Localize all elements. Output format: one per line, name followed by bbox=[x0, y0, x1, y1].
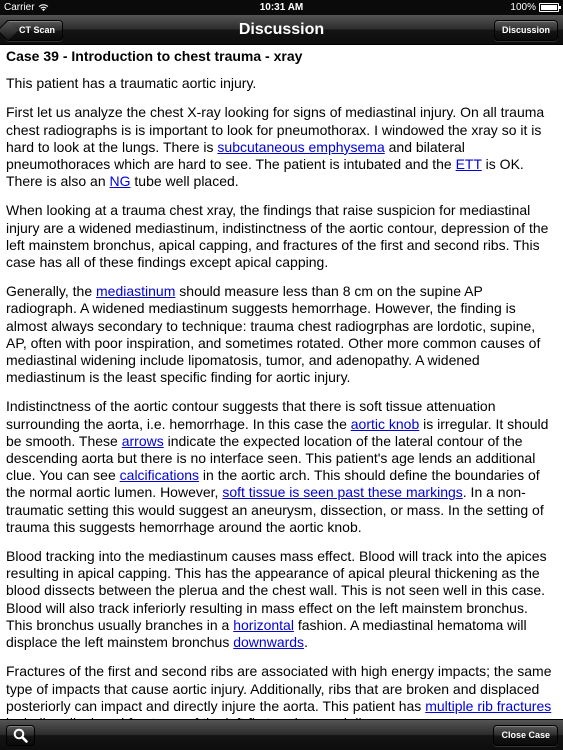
bottom-toolbar bbox=[0, 719, 563, 750]
paragraph-3: When looking at a trauma chest xray, the findings that raise suspicion for mediastinal injury are a widened mediastinum, indistinctness of the aortic contour, depression of the left mainstem bronchus, apical capping, and fractures of the first and second ribs. This case has all of these findings except apical capping. bbox=[6, 202, 549, 271]
text: Blood tracking into the mediastinum causes mass effect. Blood will track into the apices resulting in apical capping. This has the appearance of apical pleural thickening as the blood dissects between the plerua and the chest wall. This is not seen well in this case. Blood will also track inferiorly resulting in mass effect on the left mainstem bronchus. This bronchus usually branches in a bbox=[6, 548, 547, 633]
link-horizontal[interactable]: horizontal bbox=[233, 616, 294, 633]
text: indicate the expected location of the lateral contour of the descending aorta but there is no interface seen. This patient's age lends an additional clue. You can see bbox=[6, 432, 536, 484]
link-arrows[interactable]: arrows bbox=[121, 432, 164, 449]
discussion-button[interactable]: Discussion bbox=[494, 20, 558, 41]
discussion-content[interactable] bbox=[0, 45, 563, 719]
text: is OK. There is also an bbox=[6, 156, 524, 190]
search-button[interactable] bbox=[6, 725, 35, 746]
back-button-label: CT Scan bbox=[19, 25, 56, 35]
paragraph-6 bbox=[6, 548, 557, 651]
paragraph-4 bbox=[6, 283, 557, 386]
wifi-icon bbox=[38, 3, 49, 12]
text: tube well placed. bbox=[130, 173, 239, 190]
link-ng[interactable]: NG bbox=[109, 173, 131, 190]
status-bar bbox=[0, 0, 563, 15]
paragraph-1: This patient has a traumatic aortic injury. bbox=[6, 75, 257, 92]
magnifier-icon bbox=[13, 728, 28, 743]
link-ett[interactable]: ETT bbox=[455, 156, 482, 173]
battery-percent: 100% bbox=[510, 2, 536, 13]
text: Indistinctness of the aortic contour suggests that there is soft tissue attenuation surrounding the aorta, i.e. hemorrhage. In this case the bbox=[6, 398, 496, 432]
text: Generally, the bbox=[6, 283, 97, 300]
link-subcutaneous-emphysema[interactable]: subcutaneous emphysema bbox=[217, 138, 385, 155]
link-soft-tissue[interactable]: soft tissue is seen past these markings bbox=[222, 484, 463, 501]
battery-fill bbox=[541, 5, 557, 10]
text: First let us analyze the chest X-ray looking for signs of mediastinal injury. On all trauma chest radiographs is is important to look for pneumothorax. I windowed the xray so it is hard to look at the lungs. There is bbox=[6, 104, 545, 155]
paragraph-2 bbox=[6, 104, 557, 190]
case-title: Case 39 - Introduction to chest trauma - xray bbox=[6, 48, 303, 64]
link-multiple-rib-fractures[interactable]: multiple rib fractures bbox=[425, 697, 552, 714]
status-time: 10:31 AM bbox=[259, 2, 304, 13]
battery-icon bbox=[539, 3, 559, 12]
close-case-button[interactable]: Close Case bbox=[493, 725, 558, 746]
paragraph-5 bbox=[6, 398, 557, 536]
text: should measure less than 8 cm on the supine AP radiograph. A widened mediastinum suggests hemorrhage. However, the finding is almost always secondary to technique: trauma chest radiogrphas are lordotic, supine, AP, often with poor inspiration, and sometimes rotated. Other more common causes of mediastinal widening include lipomatosis, tumor, and adenopathy. A widened mediastinum is the least specific finding for aortic injury. bbox=[6, 283, 541, 386]
text: Fractures of the first and second ribs are associated with high energy impacts; the same type of impacts that cause aortic injury. Additionally, ribs that are broken and displaced posteriorly can impact and directly injure the aorta. This patient has bbox=[6, 663, 552, 714]
text: fashion. A mediastinal hematoma will displace the left mainstem bronchus bbox=[6, 616, 527, 651]
link-aortic-knob[interactable]: aortic knob bbox=[350, 415, 420, 432]
text: is irregular. It should be smooth. These bbox=[6, 415, 549, 449]
link-calcifications[interactable]: calcifications bbox=[119, 467, 200, 484]
carrier-label: Carrier bbox=[4, 2, 35, 13]
nav-title: Discussion bbox=[238, 21, 325, 38]
link-downwards[interactable]: downwards bbox=[233, 634, 305, 651]
text: . In a non-traumatic setting this would suggest an aneurysm, dissection, or mass. In the setting of trauma this suggests hemorrhage around the aortic knob. bbox=[6, 484, 544, 535]
status-left bbox=[4, 2, 49, 13]
navigation-bar bbox=[0, 15, 563, 45]
text: . bbox=[304, 634, 308, 651]
text: in the aortic arch. This should define the boundaries of the normal aortic lumen. However, bbox=[6, 467, 540, 501]
status-right bbox=[510, 2, 559, 13]
link-mediastinum[interactable]: mediastinum bbox=[96, 283, 176, 300]
text: and bilateral pneumothoraces which are hard to see. The patient is intubated and the bbox=[6, 138, 465, 173]
